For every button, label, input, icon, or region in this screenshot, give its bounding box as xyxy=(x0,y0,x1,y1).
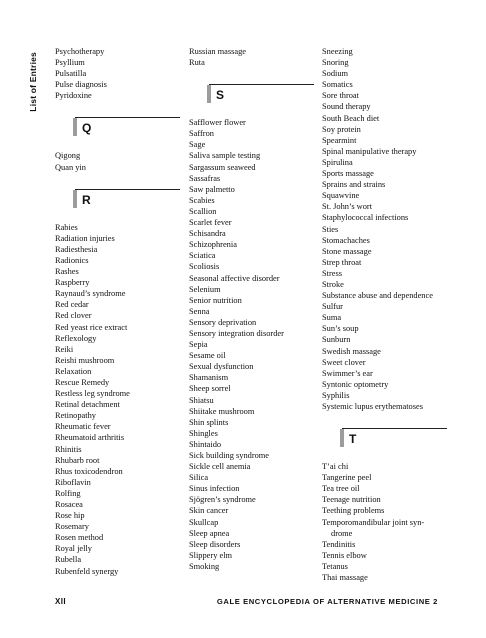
section-marker-bar xyxy=(340,429,344,447)
entry-item: Sassafras xyxy=(189,173,221,183)
entry-item: Schizophrenia xyxy=(189,240,237,250)
entry-item: Sick building syndrome xyxy=(189,451,270,460)
section-rule xyxy=(209,84,314,85)
entry-item: Rhus toxicodendron xyxy=(55,466,123,476)
entry-item: Rubenfeld synergy xyxy=(55,566,119,576)
entry-item: Radiesthesia xyxy=(55,244,98,254)
section-header-q xyxy=(55,117,180,148)
entry-item: Sexual dysfunction xyxy=(189,362,254,372)
entry-item: Thai massage xyxy=(322,573,368,583)
entry-item: Sunburn xyxy=(322,335,351,345)
entry-item: Suma xyxy=(322,313,342,323)
entry-item: Reflexology xyxy=(55,333,97,343)
entry-item: Scoliosis xyxy=(189,262,220,272)
entry-item: Sickle cell anemia xyxy=(189,462,251,472)
entry-item: Saliva sample testing xyxy=(189,151,261,161)
entry-item: Rabies xyxy=(55,222,78,232)
entry-item: Sensory integration disorder xyxy=(189,328,284,338)
entry-item: Sodium xyxy=(322,69,349,79)
entry-item: Saffron xyxy=(189,129,214,139)
page-number: XII xyxy=(55,597,66,606)
entry-item: Sties xyxy=(322,224,339,234)
entry-item: Stomachaches xyxy=(322,235,370,245)
entry-item: Red clover xyxy=(55,311,92,321)
entry-item: Swedish massage xyxy=(322,346,381,356)
entry-item: Skullcap xyxy=(189,517,219,527)
entry-item: Somatics xyxy=(322,80,353,90)
entry-item: Sports massage xyxy=(322,169,374,179)
entry-item: Saw palmetto xyxy=(189,184,235,194)
entry-item: Radionics xyxy=(55,255,89,265)
entry-item: Retinal detachment xyxy=(55,400,120,410)
entry-item: Teething problems xyxy=(322,506,385,516)
entry-item: Tennis elbow xyxy=(322,550,367,560)
section-marker-bar xyxy=(73,190,77,208)
entry-item: Russian massage xyxy=(189,47,246,56)
entry-item: Stress xyxy=(322,268,343,278)
entry-item: Sprains and strains xyxy=(322,180,386,190)
running-title: GALE ENCYCLOPEDIA OF ALTERNATIVE MEDICINE 2 xyxy=(216,597,438,606)
entry-item: Sleep apnea xyxy=(189,528,230,538)
entries-column-1 xyxy=(55,46,180,577)
entry-item: Radiation injuries xyxy=(55,233,115,243)
entry-item: Scarlet fever xyxy=(189,218,232,228)
entry-item: Squawvine xyxy=(322,191,360,201)
entry-item: St. John’s wort xyxy=(322,202,373,212)
entry-item: T’ai chi xyxy=(322,462,349,472)
entry-item: Systemic lupus erythematoses xyxy=(322,402,423,411)
entry-item: Sensory deprivation xyxy=(189,317,257,327)
entry-item: Sleep disorders xyxy=(189,539,241,549)
entry-item: Rashes xyxy=(55,267,79,277)
section-letter: Q xyxy=(82,121,92,136)
section-header-r xyxy=(55,189,180,220)
entry-item: Shingles xyxy=(189,428,218,438)
entry-item: Spearmint xyxy=(322,135,357,145)
entry-item: Retinopathy xyxy=(55,411,96,421)
entry-item: Rubella xyxy=(55,555,82,565)
entry-item: Sound therapy xyxy=(322,102,371,112)
section-letter: S xyxy=(216,88,225,103)
entry-item: Staphylococcal infections xyxy=(322,213,409,223)
section-rule xyxy=(75,117,180,118)
entry-item: Sheep sorrel xyxy=(189,384,231,394)
entry-item: Pulsatilla xyxy=(55,69,87,79)
entry-item: Qigong xyxy=(55,151,81,161)
section-header-s xyxy=(189,84,314,115)
entry-item: Spirulina xyxy=(322,157,353,167)
entry-item: Red cedar xyxy=(55,300,89,310)
entry-item: Raynaud’s syndrome xyxy=(55,289,126,299)
entry-item: Silica xyxy=(189,473,209,483)
entry-item: Sweet clover xyxy=(322,357,366,367)
entry-item: Rosen method xyxy=(55,533,104,543)
entry-item: Skin cancer xyxy=(189,506,229,516)
entry-item: Riboflavin xyxy=(55,477,91,487)
entries-column-2 xyxy=(189,46,314,572)
entry-item: Sciatica xyxy=(189,251,216,261)
section-marker-bar xyxy=(207,85,211,103)
entry-item: Selenium xyxy=(189,284,221,294)
section-marker-bar xyxy=(73,118,77,136)
entry-item: Restless leg syndrome xyxy=(55,389,130,399)
section-header-t xyxy=(322,428,447,459)
entry-item: Quan yin xyxy=(55,162,86,172)
entry-item: Rosacea xyxy=(55,500,83,509)
entry-item: Strep throat xyxy=(322,257,362,267)
entry-item: Sepia xyxy=(189,340,208,350)
entry-item: Shin splints xyxy=(189,417,229,427)
entry-item: Tetanus xyxy=(322,561,348,571)
entry-item: Sjögren’s syndrome xyxy=(189,495,256,505)
entry-item: Sargassum seaweed xyxy=(189,162,256,172)
entry-item: Slippery elm xyxy=(189,550,233,560)
entry-item: Swimmer’s ear xyxy=(322,368,373,378)
entry-item: Reishi mushroom xyxy=(55,355,115,365)
entry-item: Sinus infection xyxy=(189,484,240,494)
list-of-entries-side-label: List of Entries xyxy=(28,52,38,112)
entry-item: Seasonal affective disorder xyxy=(189,273,280,283)
entry-item: Royal jelly xyxy=(55,544,92,554)
entry-item: Snoring xyxy=(322,58,349,68)
entries-column-3 xyxy=(322,46,447,583)
entry-item: Sore throat xyxy=(322,91,359,101)
entry-item: Schisandra xyxy=(189,229,226,239)
entry-item: Shiitake mushroom xyxy=(189,406,255,416)
entry-item: Spinal manipulative therapy xyxy=(322,146,417,156)
entry-item: Sulfur xyxy=(322,302,343,312)
entry-item: Soy protein xyxy=(322,124,361,134)
entry-item: Tendinitis xyxy=(322,539,356,549)
entry-item: Sesame oil xyxy=(189,351,226,361)
entry-item: Rheumatoid arthritis xyxy=(55,433,125,443)
entry-item: Tea tree oil xyxy=(322,484,360,494)
entry-item: Syphilis xyxy=(322,390,350,400)
entry-item: Ruta xyxy=(189,58,205,68)
entry-item: Safflower flower xyxy=(189,118,246,128)
entry-item: Smoking xyxy=(189,561,220,571)
entry-item: Senna xyxy=(189,306,210,316)
entry-item: Sneezing xyxy=(322,47,353,56)
entry-item: Raspberry xyxy=(55,278,90,288)
entry-item: Scallion xyxy=(189,206,217,216)
entry-item: Temporomandibular joint syn- drome xyxy=(322,517,425,538)
entry-item: Shamanism xyxy=(189,373,229,383)
section-letter: R xyxy=(82,192,91,207)
entry-item: Pulse diagnosis xyxy=(55,80,107,90)
entry-item: Rose hip xyxy=(55,511,85,521)
entry-item: Psychotherapy xyxy=(55,47,105,56)
entry-item: Stone massage xyxy=(322,246,372,256)
entry-item: Substance abuse and dependence xyxy=(322,291,433,301)
entry-item: Rhubarb root xyxy=(55,455,100,465)
entry-item: Shintaido xyxy=(189,439,222,449)
entry-item: Pyridoxine xyxy=(55,91,92,101)
entry-item: Rosemary xyxy=(55,522,89,532)
entry-item: Rolfing xyxy=(55,488,81,498)
section-rule xyxy=(75,189,180,190)
entry-item: Stroke xyxy=(322,279,344,289)
section-rule xyxy=(342,428,447,429)
entry-item: Relaxation xyxy=(55,366,92,376)
entry-item: Syntonic optometry xyxy=(322,379,389,389)
entry-item: Shiatsu xyxy=(189,395,214,405)
entry-item: Sage xyxy=(189,140,206,150)
entry-item: Sun’s soup xyxy=(322,324,359,334)
entry-item: Rescue Remedy xyxy=(55,377,110,387)
entry-item: Rheumatic fever xyxy=(55,422,111,432)
entry-item: Rhinitis xyxy=(55,444,82,454)
entry-item: Tangerine peel xyxy=(322,473,372,483)
entry-item: Teenage nutrition xyxy=(322,495,381,505)
section-letter: T xyxy=(349,432,357,447)
entry-item: Scabies xyxy=(189,195,215,205)
entry-item: Psyllium xyxy=(55,58,85,68)
entry-item: Reiki xyxy=(55,344,74,354)
entry-item: Senior nutrition xyxy=(189,295,242,305)
entry-item: South Beach diet xyxy=(322,113,380,123)
entry-item: Red yeast rice extract xyxy=(55,322,128,332)
